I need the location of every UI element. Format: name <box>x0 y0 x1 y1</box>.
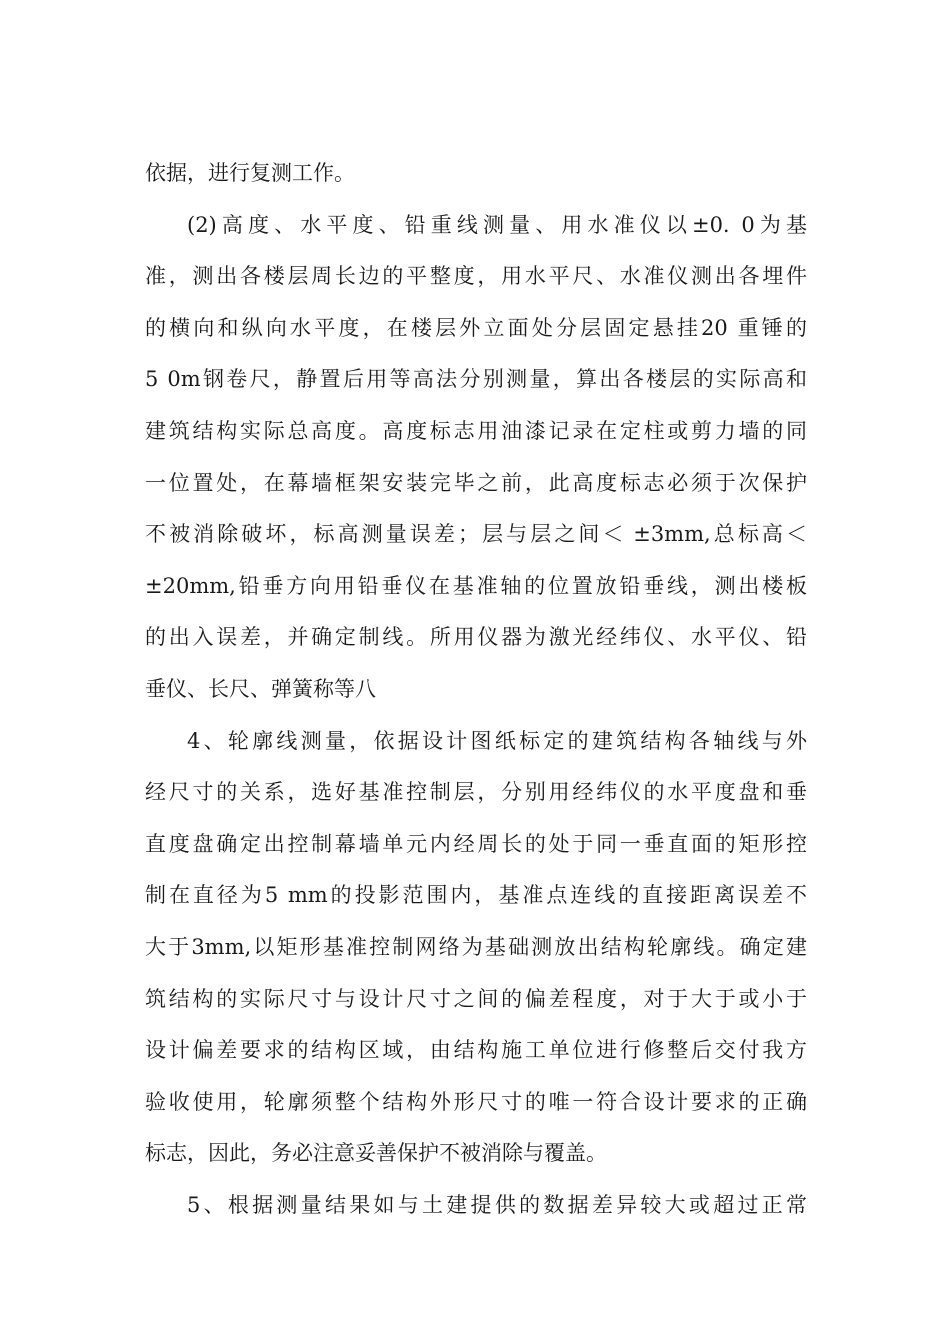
text-line: 筑结构的实际尺寸与设计尺寸之间的偏差程度，对于大于或小于 <box>145 986 807 1011</box>
text-line: 设计偏差要求的结构区域，由结构施工单位进行修整后交付我方 <box>145 1038 807 1063</box>
text-line: 一位置处，在幕墙框架安装完毕之前，此高度标志必须于次保护 <box>145 470 807 495</box>
text-line: 依据，进行复测工作。 <box>145 161 355 185</box>
text-line: 准，测出各楼层周长边的平整度，用水平尺、水准仪测出各埋件 <box>145 264 807 289</box>
text-line: 经尺寸的关系，选好基准控制层，分别用经纬仪的水平度盘和垂 <box>145 780 807 805</box>
text-line: 直度盘确定出控制幕墙单元内经周长的处于同一垂直面的矩形控 <box>145 831 807 856</box>
text-line: ±20mm,铅垂方向用铅垂仪在基准轴的位置放铅垂线，测出楼板 <box>145 573 807 598</box>
text-line: 5 0m钢卷尺，静置后用等高法分别测量，算出各楼层的实际高和 <box>145 367 807 392</box>
text-line: (2)高度、水平度、铅重线测量、用水准仪以±0. 0为基 <box>187 212 807 237</box>
text-line: 标志，因此，务必注意妥善保护不被消除与覆盖。 <box>145 1141 607 1166</box>
text-line: 验收使用，轮廓须整个结构外形尺寸的唯一符合设计要求的正确 <box>145 1089 807 1114</box>
text-line: 5、根据测量结果如与土建提供的数据差异较大或超过正常 <box>187 1192 807 1217</box>
text-line: 4、轮廓线测量，依据设计图纸标定的建筑结构各轴线与外 <box>187 728 807 753</box>
text-line: 建筑结构实际总高度。高度标志用油漆记录在定柱或剪力墙的同 <box>145 418 807 443</box>
text-line: 制在直径为5 mm的投影范围内，基准点连线的直接距离误差不 <box>145 883 807 908</box>
text-line: 垂仪、长尺、弹簧称等八 <box>145 676 376 701</box>
document-body <box>145 148 807 1231</box>
text-line: 的出入误差，并确定制线。所用仪器为激光经纬仪、水平仪、铅 <box>145 625 807 650</box>
text-line: 的横向和纵向水平度，在楼层外立面处分层固定悬挂20 重锤的 <box>145 315 807 340</box>
text-line: 大于3mm,以矩形基准控制网络为基础测放出结构轮廓线。确定建 <box>145 934 807 959</box>
text-line: 不被消除破坏，标高测量误差；层与层之间＜ ±3mm,总标高＜ <box>145 522 807 547</box>
